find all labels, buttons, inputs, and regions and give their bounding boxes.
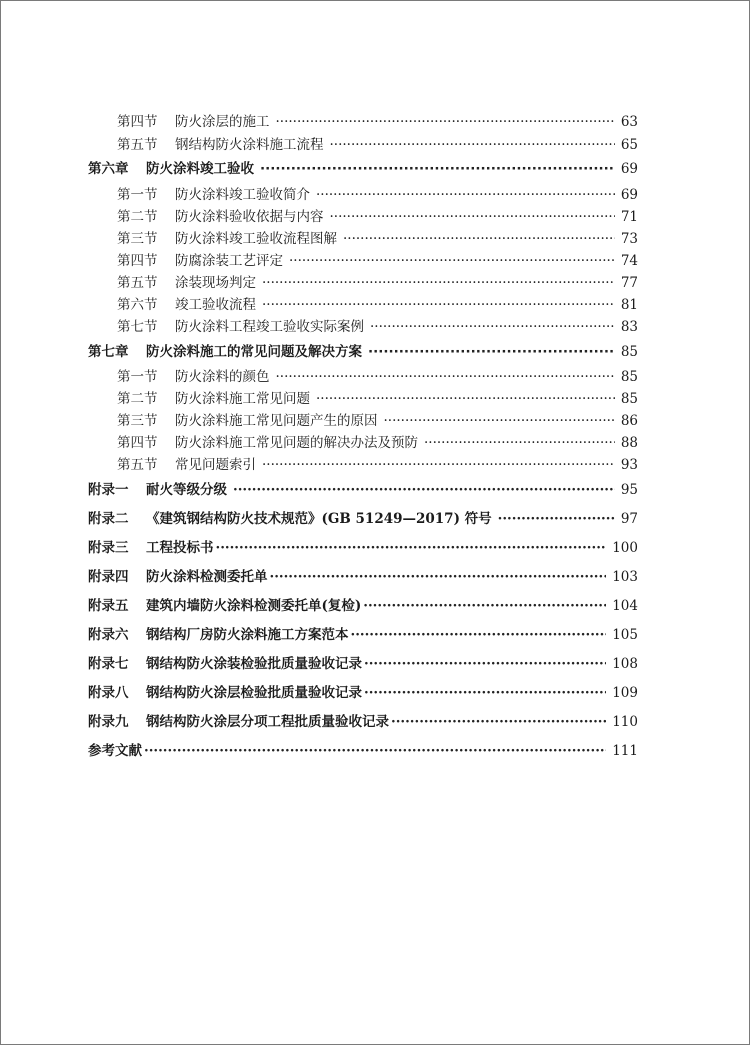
toc-leader-dots: [330, 137, 615, 153]
toc-entry-label: 附录九: [88, 714, 129, 730]
toc-entry-title: 钢结构防火涂料施工流程: [175, 137, 324, 153]
toc-entry-appendix[interactable]: [88, 536, 638, 556]
toc-entry-title: 参考文献: [88, 743, 142, 759]
toc-entry-label: 第五节: [117, 457, 158, 473]
toc-entry-label: 第四节: [117, 114, 158, 130]
toc-entry-title: 防火涂料验收依据与内容: [175, 209, 324, 225]
toc-entry-section[interactable]: [117, 205, 638, 225]
toc-entry-title: 耐火等级分级: [146, 482, 227, 498]
toc-leader-dots: [289, 253, 615, 269]
toc-leader-dots: [384, 413, 615, 429]
toc-entry-page: 85: [620, 369, 638, 385]
toc-entry-title: 防腐涂装工艺评定: [175, 253, 283, 269]
toc-entry-title: 建筑内墙防火涂料检测委托单(复检): [146, 598, 362, 614]
toc-entry-section[interactable]: [117, 183, 638, 203]
toc-leader-dots: [391, 714, 606, 730]
toc-entry-appendix[interactable]: [88, 478, 638, 498]
toc-entry-page: 95: [620, 482, 638, 498]
toc-entry-title: 防火涂料施工常见问题的解决办法及预防: [175, 435, 418, 451]
toc-entry-section[interactable]: [117, 133, 638, 153]
toc-entry-title: 防火涂料的颜色: [175, 369, 270, 385]
toc-entry-label: 附录一: [88, 482, 129, 498]
toc-entry-title: 防火涂层的施工: [175, 114, 270, 130]
toc-entry-page: 103: [612, 569, 638, 585]
toc-entry-label: 第三节: [117, 231, 158, 247]
toc-entry-appendix[interactable]: [88, 710, 638, 730]
toc-entry-title: 防火涂料施工常见问题产生的原因: [175, 413, 378, 429]
toc-leader-dots: [330, 209, 615, 225]
toc-entry-page: 88: [620, 435, 638, 451]
toc-leader-dots: [363, 598, 606, 614]
toc-entry-label: 第二节: [117, 209, 158, 225]
toc-entry-section[interactable]: [117, 249, 638, 269]
toc-entry-page: 100: [612, 540, 638, 556]
toc-entry-title: 防火涂料竣工验收流程图解: [175, 231, 337, 247]
toc-entry-label: 第七章: [88, 344, 129, 360]
toc-entry-label: 第五节: [117, 137, 158, 153]
toc-leader-dots: [498, 511, 615, 527]
toc-leader-dots: [368, 344, 615, 360]
toc-leader-dots: [316, 187, 615, 203]
toc-entry-appendix[interactable]: [88, 623, 638, 643]
toc-entry-page: 69: [620, 161, 638, 177]
toc-entry-appendix[interactable]: [88, 507, 638, 527]
toc-entry-title: 防火涂料施工的常见问题及解决方案: [146, 344, 362, 360]
toc-entry-label: 第四节: [117, 253, 158, 269]
toc-entry-page: 110: [612, 714, 638, 730]
toc-entry-title: 竣工验收流程: [175, 297, 256, 313]
toc-entry-label: 第三节: [117, 413, 158, 429]
toc-entry-appendix[interactable]: [88, 565, 638, 585]
toc-entry-label: 附录四: [88, 569, 129, 585]
toc-entry-label: 附录八: [88, 685, 129, 701]
toc-entry-title: 钢结构防火涂装检验批质量验收记录: [146, 656, 362, 672]
toc-entry-label: 第一节: [117, 369, 158, 385]
toc-leader-dots: [262, 457, 615, 473]
toc-leader-dots: [262, 275, 615, 291]
toc-entry-label: 第二节: [117, 391, 158, 407]
toc-entry-title: 涂装现场判定: [175, 275, 256, 291]
toc-entry-section[interactable]: [117, 315, 638, 335]
toc-entry-section[interactable]: [117, 431, 638, 451]
toc-entry-section[interactable]: [117, 110, 638, 130]
toc-entry-appendix[interactable]: [88, 652, 638, 672]
toc-entry-section[interactable]: [117, 409, 638, 429]
toc-entry-chapter[interactable]: [88, 340, 638, 360]
toc-entry-page: 83: [620, 319, 638, 335]
toc-entry-page: 109: [612, 685, 638, 701]
toc-entry-title: 防火涂料施工常见问题: [175, 391, 310, 407]
toc-entry-page: 71: [620, 209, 638, 225]
toc-leader-dots: [364, 685, 606, 701]
toc-entry-references[interactable]: [88, 739, 638, 759]
toc-leader-dots: [262, 297, 615, 313]
toc-entry-title: 防火涂料竣工验收: [146, 161, 254, 177]
toc-entry-section[interactable]: [117, 453, 638, 473]
toc-entry-label: 附录二: [88, 511, 129, 527]
toc-entry-page: 74: [620, 253, 638, 269]
toc-entry-page: 104: [612, 598, 638, 614]
toc-entry-page: 85: [620, 391, 638, 407]
toc-entry-label: 附录七: [88, 656, 129, 672]
toc-entry-label: 第七节: [117, 319, 158, 335]
toc-entry-chapter[interactable]: [88, 157, 638, 177]
toc-entry-label: 第一节: [117, 187, 158, 203]
toc-entry-page: 85: [620, 344, 638, 360]
toc-entry-title: 钢结构厂房防火涂料施工方案范本: [146, 627, 349, 643]
toc-entry-page: 86: [620, 413, 638, 429]
toc-leader-dots: [144, 743, 606, 759]
toc-entry-label: 附录六: [88, 627, 129, 643]
toc-entry-label: 附录三: [88, 540, 129, 556]
toc-leader-dots: [276, 369, 615, 385]
toc-leader-dots: [364, 656, 606, 672]
toc-entry-page: 93: [620, 457, 638, 473]
toc-entry-section[interactable]: [117, 365, 638, 385]
toc-entry-appendix[interactable]: [88, 594, 638, 614]
toc-leader-dots: [351, 627, 607, 643]
toc-entry-section[interactable]: [117, 271, 638, 291]
toc-entry-page: 105: [612, 627, 638, 643]
toc-entry-page: 81: [620, 297, 638, 313]
toc-leader-dots: [343, 231, 615, 247]
toc-entry-title: 工程投标书: [146, 540, 214, 556]
toc-entry-label: 第五节: [117, 275, 158, 291]
toc-entry-label: 第六章: [88, 161, 129, 177]
toc-entry-page: 108: [612, 656, 638, 672]
toc-entry-title: 《建筑钢结构防火技术规范》(GB 51249—2017) 符号: [146, 511, 492, 527]
toc-entry-title: 常见问题索引: [175, 457, 256, 473]
toc-entry-title: 防火涂料工程竣工验收实际案例: [175, 319, 364, 335]
toc-entry-section[interactable]: [117, 293, 638, 313]
toc-entry-appendix[interactable]: [88, 681, 638, 701]
toc-entry-title: 钢结构防火涂层检验批质量验收记录: [146, 685, 362, 701]
toc-entry-section[interactable]: [117, 387, 638, 407]
toc-entry-page: 63: [620, 114, 638, 130]
toc-entry-page: 73: [620, 231, 638, 247]
toc-entry-page: 77: [620, 275, 638, 291]
toc-leader-dots: [316, 391, 615, 407]
toc-leader-dots: [233, 482, 615, 498]
toc-leader-dots: [370, 319, 615, 335]
toc-entry-label: 第六节: [117, 297, 158, 313]
toc-entry-title: 防火涂料竣工验收简介: [175, 187, 310, 203]
toc-entry-title: 钢结构防火涂层分项工程批质量验收记录: [146, 714, 389, 730]
toc-entry-page: 111: [612, 743, 638, 759]
toc-entry-page: 65: [620, 137, 638, 153]
toc-entry-label: 第四节: [117, 435, 158, 451]
toc-entry-section[interactable]: [117, 227, 638, 247]
toc-entry-label: 附录五: [88, 598, 129, 614]
toc-entry-page: 69: [620, 187, 638, 203]
toc-entry-title: 防火涂料检测委托单: [146, 569, 268, 585]
toc-leader-dots: [270, 569, 607, 585]
toc-leader-dots: [276, 114, 615, 130]
toc-leader-dots: [260, 161, 615, 177]
toc-leader-dots: [216, 540, 607, 556]
toc-leader-dots: [424, 435, 615, 451]
toc-entry-page: 97: [620, 511, 638, 527]
